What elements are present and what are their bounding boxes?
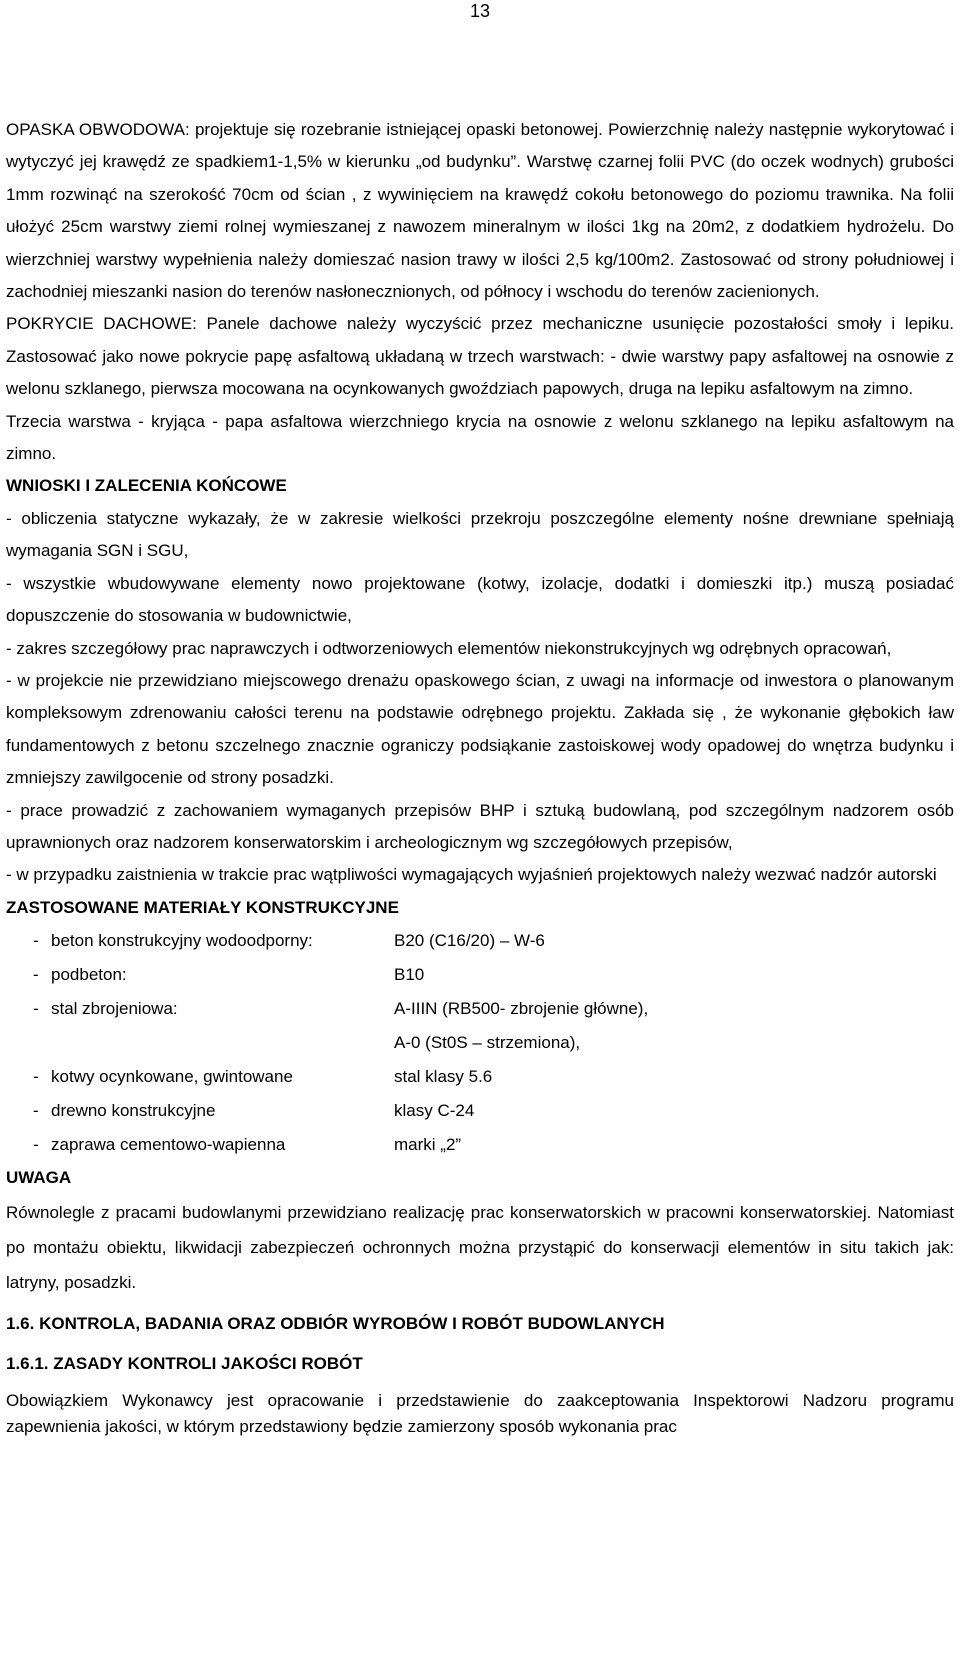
- conclusion-item: - wszystkie wbudowywane elementy nowo projektowane (kotwy, izolacje, dodatki i domieszki itp.) muszą posiadać dopuszczenie do stosowania w budownictwie,: [6, 573, 954, 626]
- materials-row: [33, 924, 648, 958]
- materials-table: [33, 924, 648, 1162]
- material-value: marki „2”: [394, 1135, 462, 1155]
- material-name: beton konstrukcyjny wodoodporny:: [51, 931, 313, 951]
- spacer: [6, 1300, 954, 1308]
- material-value: klasy C-24: [394, 1101, 475, 1121]
- spacer: [6, 1340, 954, 1348]
- materials-row: [33, 1094, 648, 1128]
- materials-row: [33, 1026, 648, 1060]
- conclusion-item: - prace prowadzić z zachowaniem wymaganych przepisów BHP i sztuką budowlaną, pod szczególnym nadzorem osób uprawnionych oraz nadzorem konserwatorskim i archeologicznym wg szczegółowych przepisów,: [6, 800, 954, 852]
- materials-row: [33, 992, 648, 1026]
- row-dash: -: [33, 1101, 39, 1121]
- material-name: kotwy ocynkowane, gwintowane: [51, 1067, 293, 1087]
- section-1-6-1-text: Obowiązkiem Wykonawcy jest opracowanie i przedstawienie do zaakceptowania Inspektorowi Nadzoru programu zapewnienia jakości, w którym przedstawiony będzie zamierzony sposób wykonania prac: [6, 1391, 954, 1437]
- conclusion-item: - zakres szczegółowy prac naprawczych i odtworzeniowych elementów niekonstrukcyjnych wg odrębnych opracowań,: [6, 638, 892, 658]
- row-dash: [33, 1026, 51, 1060]
- conclusion-item: - w projekcie nie przewidziano miejscowego drenażu opaskowego ścian, z uwagi na informacje od inwestora o planowanym kompleksowym zdrenowaniu całości terenu na podstawie odrębnego projektu. Zakłada się , że wykonanie głębokich ław fundamentowych z betonu szczelnego znacznie ograniczy podsiąkanie zastoiskowej wody opadowej do wnętrza budynku i zmniejszy zawilgocenie od strony posadzki.: [6, 670, 954, 788]
- section-1-6-1-heading: 1.6.1. ZASADY KONTROLI JAKOŚCI ROBÓT: [6, 1353, 363, 1373]
- material-value: B10: [394, 965, 425, 985]
- material-name: [51, 1026, 394, 1060]
- section-1-6-heading: 1.6. KONTROLA, BADANIA ORAZ ODBIÓR WYROBÓW I ROBÓT BUDOWLANYCH: [6, 1313, 665, 1333]
- spacer: [6, 1380, 954, 1388]
- materials-row: [33, 1128, 648, 1162]
- material-value: B20 (C16/20) – W-6: [394, 931, 545, 951]
- paragraph-opaska: OPASKA OBWODOWA: projektuje się rozebranie istniejącej opaski betonowej. Powierzchnię należy następnie wykorytować i wytyczyć jej krawędź ze spadkiem1-1,5% w kierunku „od budynku”. Warstwę czarnej folii PVC (do oczek wodnych) grubości 1mm rozwinąć na szerokość 70cm od ścian , z wywinięciem na krawędź cokołu betonowego do poziomu trawnika. Na folii ułożyć 25cm warstwy ziemi rolnej wymieszanej z nawozem mineralnym w ilości 1kg na 20m2, z dodatkiem hydrożelu. Do wierzchniej warstwy wypełnienia należy domieszać nasion trawy w ilości 2,5 kg/100m2. Zastosować od strony południowej i zachodniej mieszanki nasion do terenów nasłonecznionych, od północy i wschodu do terenów zacienionych.: [6, 120, 954, 302]
- row-dash: -: [33, 1067, 39, 1087]
- row-dash: -: [33, 1135, 39, 1155]
- material-name: drewno konstrukcyjne: [51, 1101, 216, 1121]
- row-dash: -: [33, 999, 39, 1019]
- conclusions-heading: WNIOSKI I ZALECENIA KOŃCOWE: [6, 476, 287, 496]
- document-body: [6, 114, 954, 1440]
- material-name: stal zbrojeniowa:: [51, 999, 178, 1019]
- row-dash: -: [33, 931, 39, 951]
- materials-row: [33, 958, 648, 992]
- material-value: stal klasy 5.6: [394, 1067, 493, 1087]
- materials-row: [33, 1060, 648, 1094]
- conclusion-item: - obliczenia statyczne wykazały, że w zakresie wielkości przekroju poszczególne elementy nośne drewniane spełniają wymagania SGN i SGU,: [6, 508, 954, 561]
- material-name: podbeton:: [51, 965, 127, 985]
- conclusion-item: - w przypadku zaistnienia w trakcie prac wątpliwości wymagających wyjaśnień projektowych należy wezwać nadzór autorski: [6, 865, 937, 885]
- paragraph-pokrycie: POKRYCIE DACHOWE: Panele dachowe należy wyczyścić przez mechaniczne usunięcie pozostałości smoły i lepiku. Zastosować jako nowe pokrycie papę asfaltową układaną w trzech warstwach: - dwie warstwy papy asfaltowej na osnowie z welonu szklanego, pierwsza mocowana na ocynkowanych gwoździach papowych, druga na lepiku asfaltowym na zimno.: [6, 314, 954, 399]
- materials-heading: ZASTOSOWANE MATERIAŁY KONSTRUKCYJNE: [6, 897, 399, 917]
- material-value: A-0 (St0S – strzemiona),: [394, 1033, 581, 1053]
- note-text: Równolegle z pracami budowlanymi przewidziano realizację prac konserwatorskich w pracowni konserwatorskiej. Natomiast po montażu obiektu, likwidacji zabezpieczeń ochronnych można przystąpić do konserwacji elementów in situ takich jak: latryny, posadzki.: [6, 1202, 954, 1292]
- material-name: zaprawa cementowo-wapienna: [51, 1135, 286, 1155]
- note-heading: UWAGA: [6, 1168, 72, 1188]
- row-dash: -: [33, 965, 39, 985]
- page-number: 13: [469, 1, 491, 21]
- material-value: A-IIIN (RB500- zbrojenie główne),: [394, 999, 649, 1019]
- paragraph-trzecia-warstwa: Trzecia warstwa - kryjąca - papa asfaltowa wierzchniego krycia na osnowie z welonu szklanego na lepiku asfaltowym na zimno.: [6, 411, 954, 464]
